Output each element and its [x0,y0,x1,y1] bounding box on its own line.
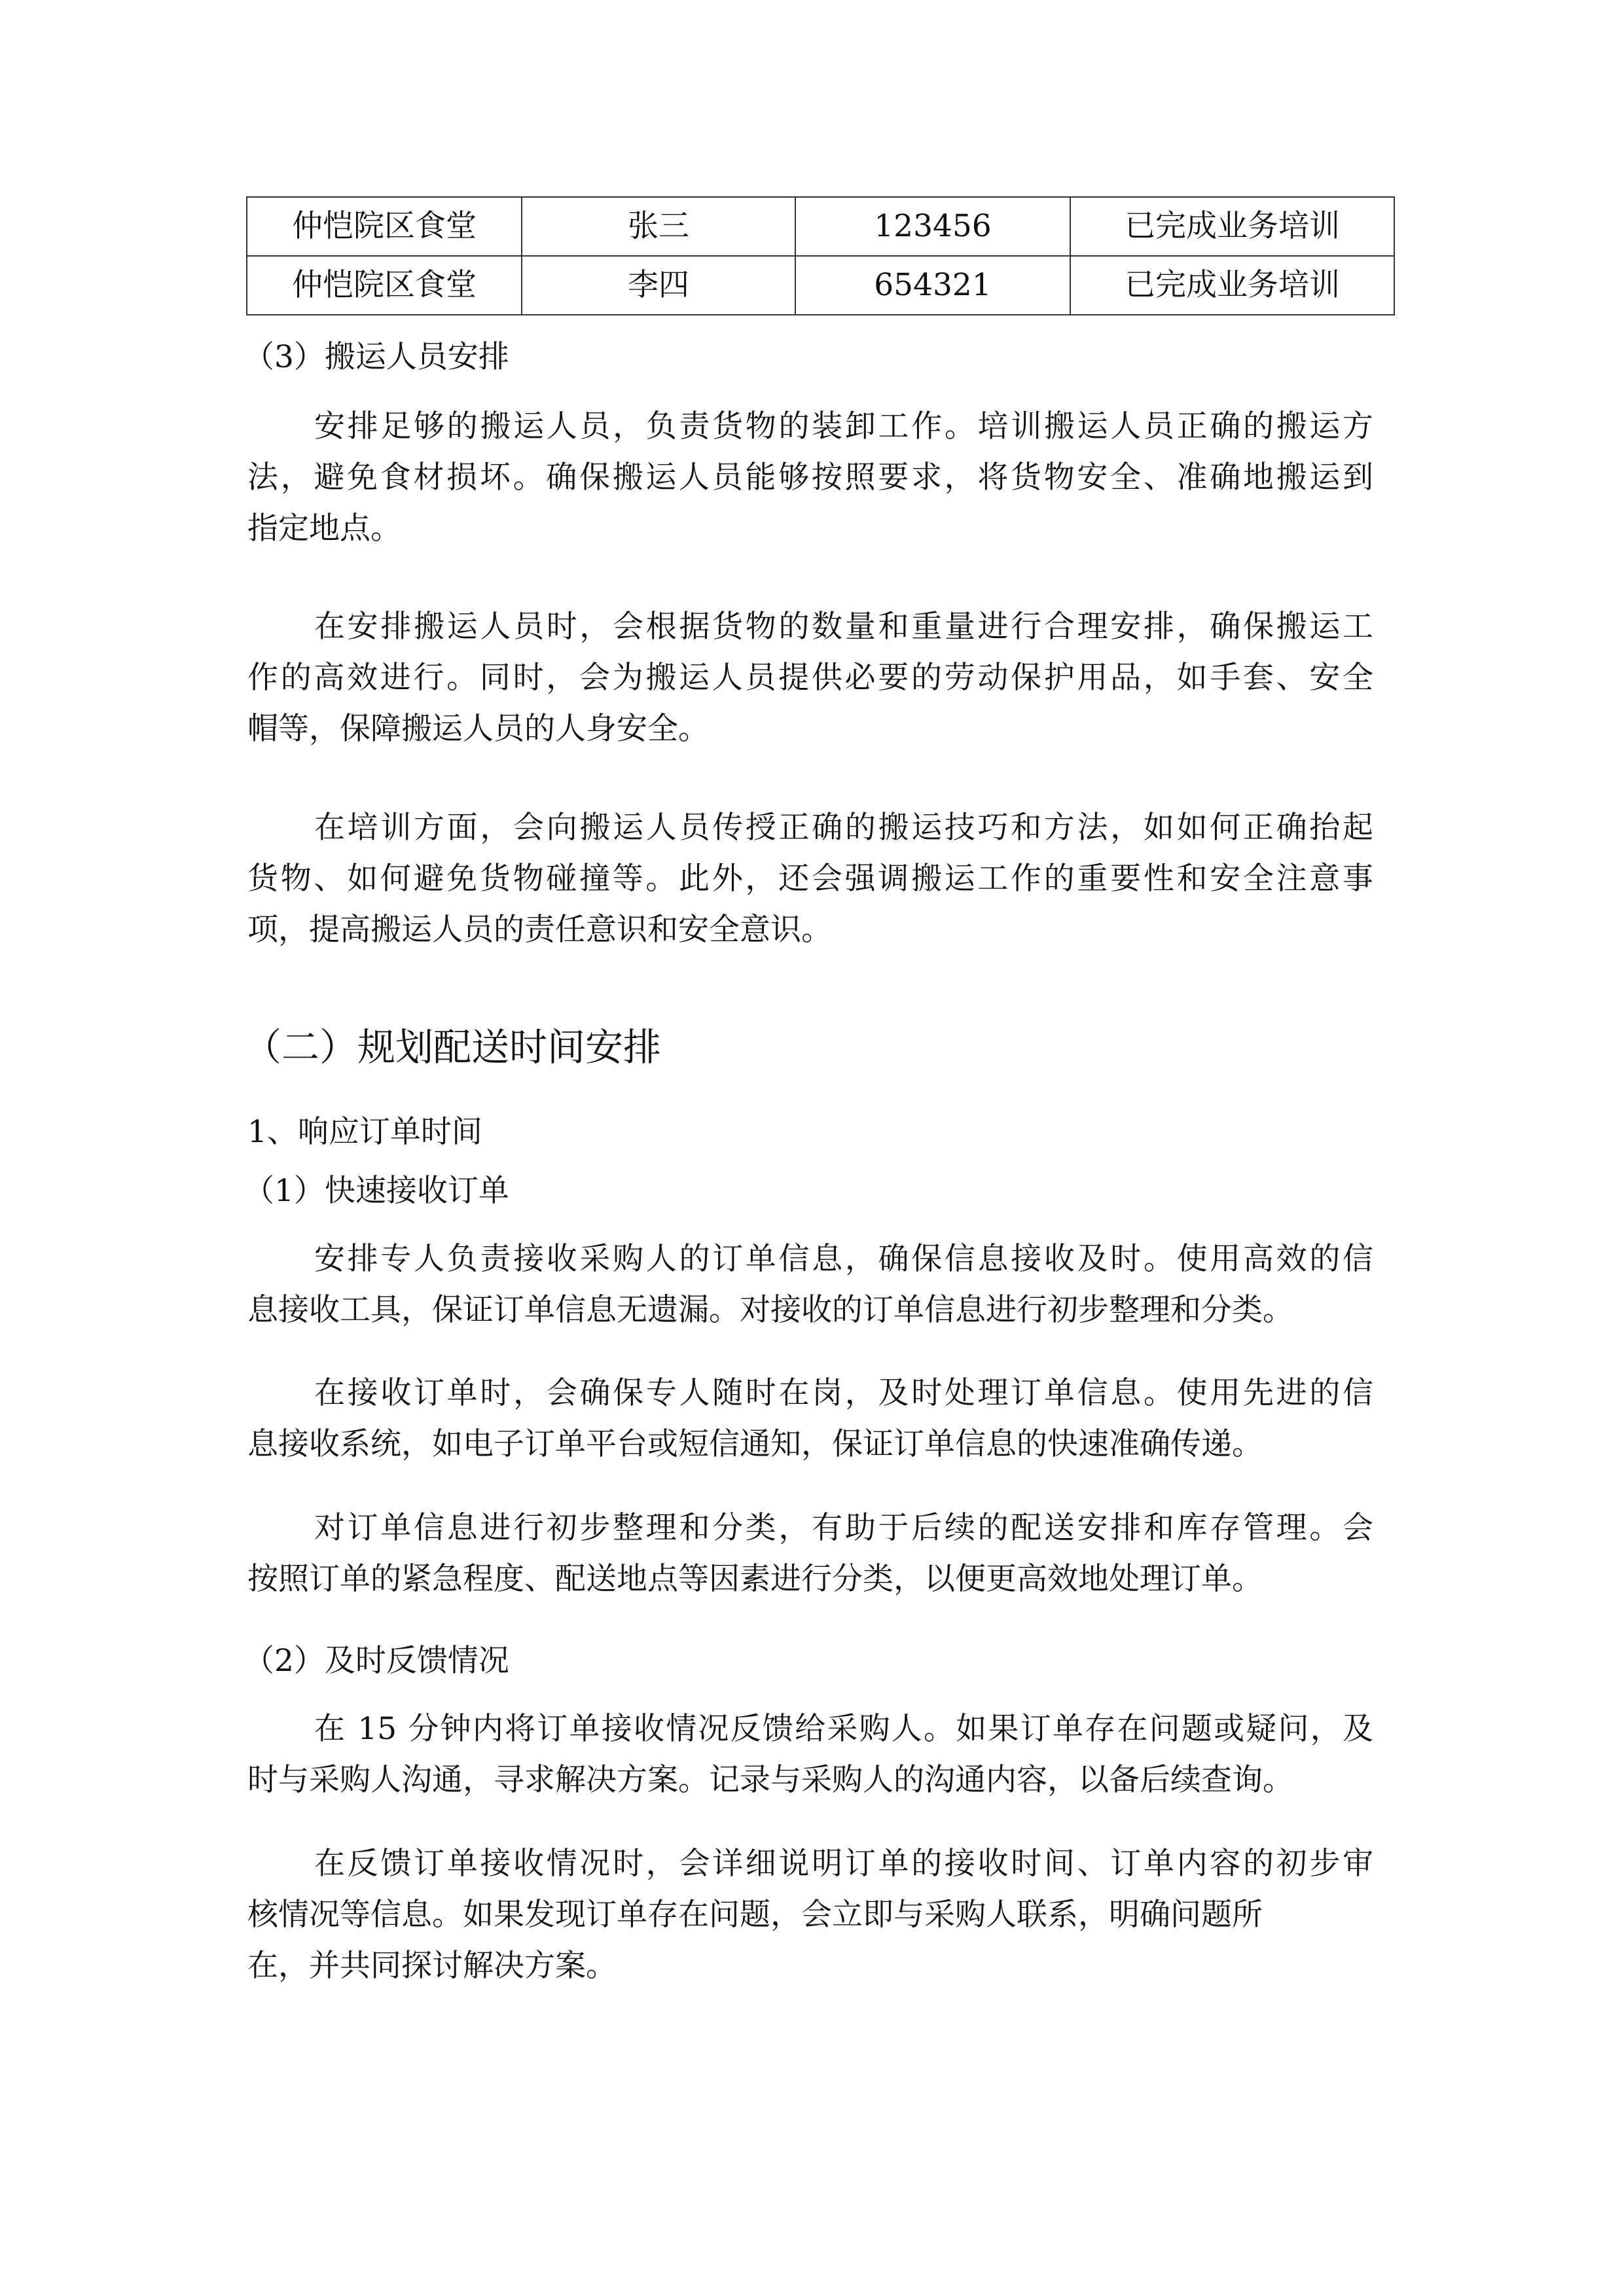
paragraph-line: 安排足够的搬运人员，负责货物的装卸工作。培训搬运人员正确的搬运方 [314,408,1373,444]
cell-phone: 123456 [795,197,1070,256]
paragraph-line: 息接收工具，保证订单信息无遗漏。对接收的订单信息进行初步整理和分类。 [247,1292,1293,1328]
paragraph [247,607,1373,761]
paragraph-line: 项，提高搬运人员的责任意识和安全意识。 [247,912,832,948]
cell-name: 张三 [522,197,795,256]
paragraph-line: 在 15 分钟内将订单接收情况反馈给采购人。如果订单存在问题或疑问，及 [314,1711,1373,1747]
paragraph [247,1710,1373,1812]
paragraph-line: 核情况等信息。如果发现订单存在问题，会立即与采购人联系，明确问题所 [247,1897,1263,1933]
paragraph [247,407,1373,560]
paragraph-line: 法，避免食材损坏。确保搬运人员能够按照要求，将货物安全、准确地搬运到 [247,459,1373,495]
paragraph-line: 按照订单的紧急程度、配送地点等因素进行分类，以便更高效地处理订单。 [247,1561,1263,1597]
cell-location: 仲恺院区食堂 [247,197,522,256]
paragraph-line: 在培训方面，会向搬运人员传授正确的搬运技巧和方法，如如何正确抬起 [314,810,1373,846]
paragraph-line: 安排专人负责接收采购人的订单信息，确保信息接收及时。使用高效的信 [314,1241,1373,1277]
paragraph-line: 对订单信息进行初步整理和分类，有助于后续的配送安排和库存管理。会 [314,1510,1373,1546]
paragraph-line: 在反馈订单接收情况时，会详细说明订单的接收时间、订单内容的初步审 [314,1846,1373,1882]
paragraph-line: 时与采购人沟通，寻求解决方案。记录与采购人的沟通内容，以备后续查询。 [247,1762,1293,1798]
cell-location: 仲恺院区食堂 [247,256,522,315]
paragraph-line: 指定地点。 [247,511,401,547]
cell-phone: 654321 [795,256,1070,315]
paragraph [247,1240,1373,1342]
paragraph [247,1844,1373,1998]
table-row [247,256,1394,315]
paragraph-line: 帽等，保障搬运人员的人身安全。 [247,711,709,747]
cell-status: 已完成业务培训 [1070,256,1394,315]
table-row [247,197,1394,256]
cell-name: 李四 [522,256,795,315]
section-heading-delivery-schedule: （二）规划配送时间安排 [244,1025,662,1069]
cell-status: 已完成业务培训 [1070,197,1394,256]
heading-porter-arrangement: （3）搬运人员安排 [244,339,509,375]
paragraph-line: 在安排搬运人员时，会根据货物的数量和重量进行合理安排，确保搬运工 [314,609,1373,645]
heading-quick-receive: （1）快速接收订单 [244,1173,509,1209]
paragraph-line: 在，并共同探讨解决方案。 [247,1948,617,1984]
paragraph-line: 在接收订单时，会确保专人随时在岗，及时处理订单信息。使用先进的信 [314,1375,1373,1411]
paragraph [247,1374,1373,1476]
staff-table [246,196,1395,315]
subheading-order-response-time: 1、响应订单时间 [247,1114,482,1150]
paragraph [247,1509,1373,1611]
paragraph [247,808,1373,961]
paragraph-line: 货物、如何避免货物碰撞等。此外，还会强调搬运工作的重要性和安全注意事 [247,861,1373,897]
heading-timely-feedback: （2）及时反馈情况 [244,1643,509,1679]
paragraph-line: 作的高效进行。同时，会为搬运人员提供必要的劳动保护用品，如手套、安全 [247,660,1373,696]
paragraph-line: 息接收系统，如电子订单平台或短信通知，保证订单信息的快速准确传递。 [247,1426,1263,1462]
